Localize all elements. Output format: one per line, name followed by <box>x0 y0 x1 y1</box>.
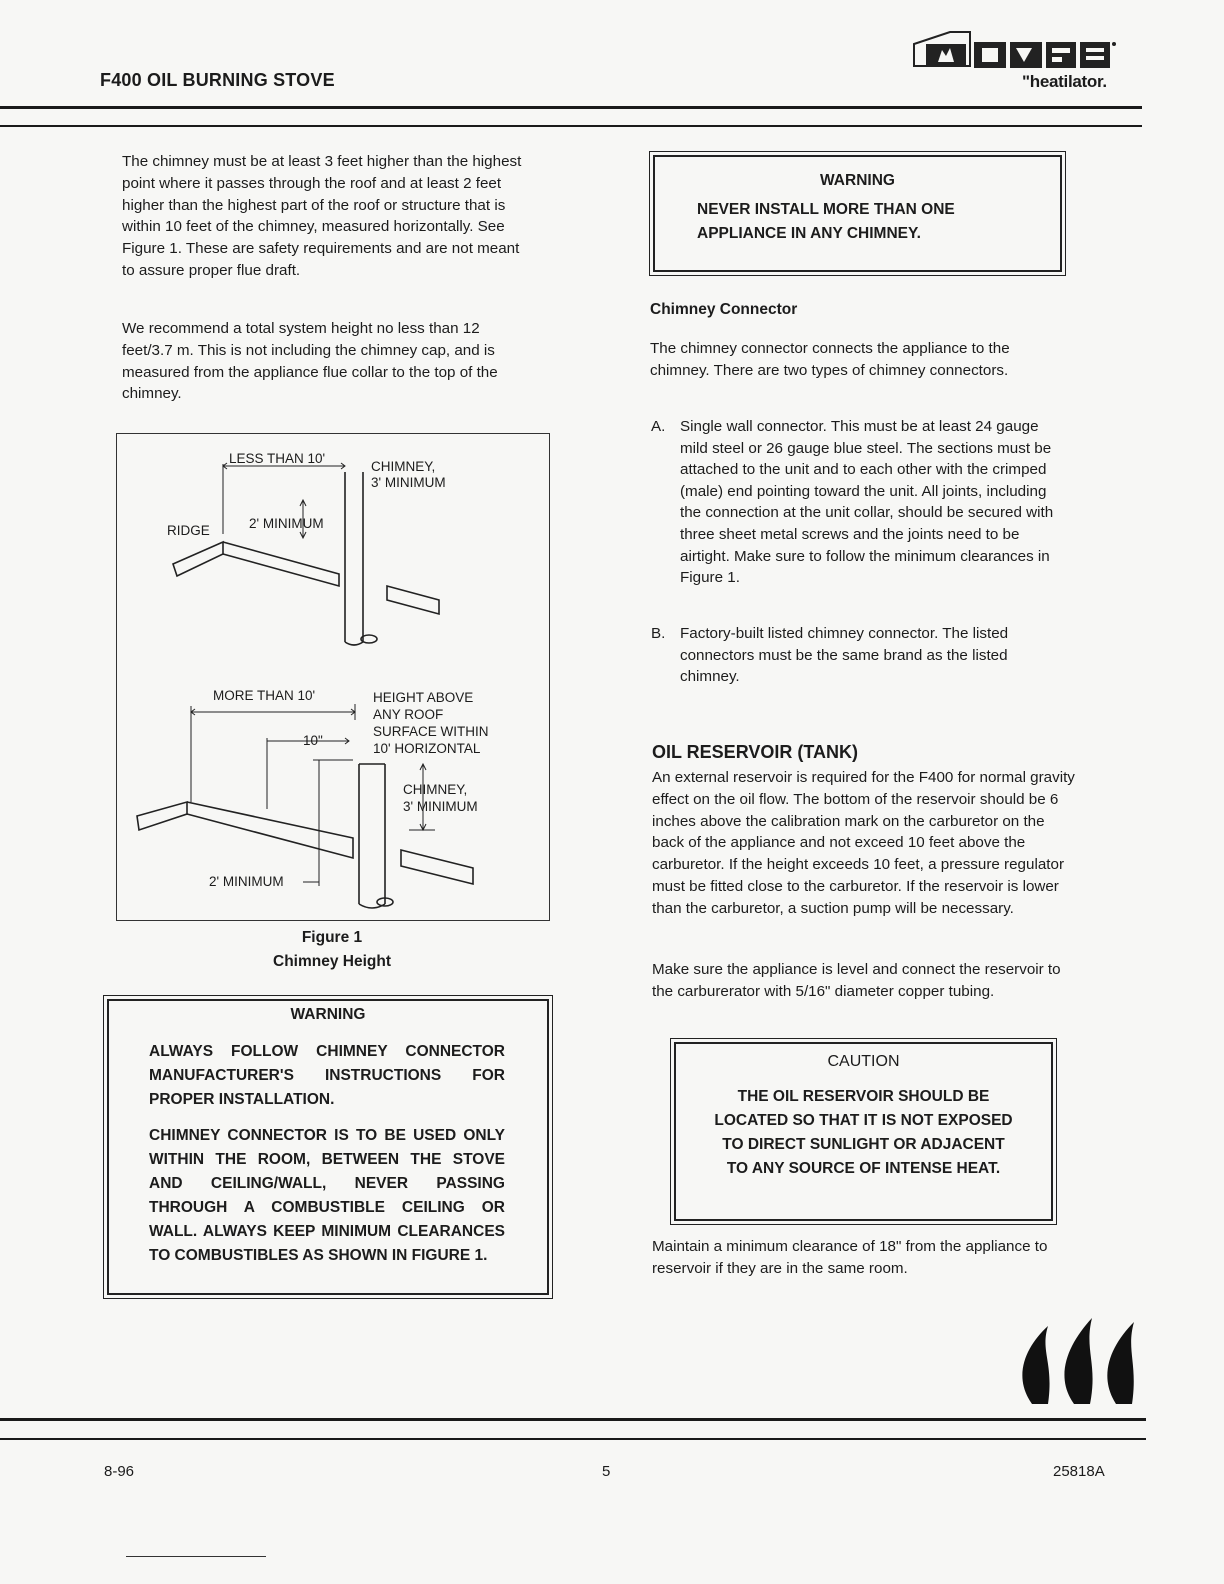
bottom-divider <box>126 1556 266 1557</box>
header-rule-bottom <box>0 125 1142 127</box>
chimney-height-diagram <box>117 434 549 920</box>
caution-title: CAUTION <box>827 1053 900 1070</box>
label-height-above-3: SURFACE WITHIN <box>373 724 489 739</box>
list-letter-a: A. <box>651 418 666 435</box>
label-2-minimum-bottom: 2' MINIMUM <box>209 874 284 889</box>
list-text-b: Factory-built listed chimney connector. The listed connectors must be the same brand as the listed chimney. <box>680 625 1009 686</box>
header-rule-top <box>0 106 1142 109</box>
label-more-than-10: MORE THAN 10' <box>213 688 316 703</box>
figure-1-chimney-height <box>116 433 550 921</box>
label-chimney-top-2: 3' MINIMUM <box>371 475 446 490</box>
footer-document-number: 25818A <box>1053 1463 1105 1480</box>
oil-reservoir-paragraph: An external reservoir is required for the F400 for normal gravity effect on the oil flow. The bottom of the reservoir should be 6 inches above the calibration mark on the carburetor on the back of the appliance and not exceed 10 feet above the carburetor. If the height exceeds 10 feet, a pressure regulator must be fitted close to the carburetor. If the reservoir is lower than the carburetor, a suction pump will be necessary. <box>652 769 1075 917</box>
footer-rule-bottom <box>0 1438 1146 1440</box>
figure-caption-title: Chimney Height <box>273 953 391 970</box>
figure-caption-number: Figure 1 <box>301 929 363 946</box>
warning-box-connector <box>107 999 549 1295</box>
label-height-above-4: 10' HORIZONTAL <box>373 741 481 756</box>
label-chimney-bottom-1: CHIMNEY, <box>403 782 468 797</box>
flames-graphic <box>1010 1306 1150 1406</box>
footer-date: 8-96 <box>104 1463 135 1480</box>
warning-title-right: WARNING <box>820 172 895 189</box>
chimney-connector-heading: Chimney Connector <box>650 301 798 318</box>
label-ridge: RIDGE <box>167 523 210 538</box>
footer-rule-top <box>0 1418 1146 1421</box>
warning-text-clearances: CHIMNEY CONNECTOR IS TO BE USED ONLY WITHIN THE ROOM, BETWEEN THE STOVE AND CEILING/WALL, NEVER PASSING THROUGH A COMBUSTIBLE CEILING OR WALL. ALWAYS KEEP MINIMUM CLEARANCES TO COMBUSTIBLES AS SHOWN IN FIGURE 1. <box>149 1127 505 1264</box>
warning-text-one-appliance: NEVER INSTALL MORE THAN ONE APPLIANCE IN ANY CHIMNEY. <box>697 201 955 242</box>
label-height-above-2: ANY ROOF <box>373 707 444 722</box>
chimney-connector-paragraph: The chimney connector connects the appliance to the chimney. There are two types of chimney connectors. <box>650 340 1010 379</box>
connector-list-item-b <box>651 623 1071 693</box>
label-height-above-1: HEIGHT ABOVE <box>373 690 474 705</box>
warning-title-left: WARNING <box>290 1006 366 1023</box>
oil-reservoir-heading: OIL RESERVOIR (TANK) <box>652 742 859 762</box>
oil-reservoir-connection-paragraph: Make sure the appliance is level and connect the reservoir to the carburerator with 5/16" diameter copper tubing. <box>652 961 1061 1000</box>
connector-list-item-a <box>651 416 1071 616</box>
label-chimney-bottom-2: 3' MINIMUM <box>403 799 478 814</box>
footer-page-number: 5 <box>602 1463 611 1480</box>
page-header-title: F400 OIL BURNING STOVE <box>100 70 335 90</box>
chimney-height-paragraph: The chimney must be at least 3 feet higher than the highest point where it passes through the roof and at least 2 feet higher than the highest part of the roof or structure that is within 10 feet of the chimney, measured horizontally. See Figure 1. These are safety requirements and are not meant to assure proper flue draft. <box>122 153 522 279</box>
label-less-than-10: LESS THAN 10' <box>229 451 326 466</box>
label-chimney-top-1: CHIMNEY, <box>371 459 436 474</box>
dovre-logo <box>912 22 1142 102</box>
list-text-a: Single wall connector. This must be at least 24 gauge mild steel or 26 gauge blue steel. The sections must be attached to the unit and to each other with the crimped (male) end pointing toward the unit. All joints, including the connection at the unit collar, should be secured with three sheet metal screws and the joints need to be airtight. Make sure to follow the minimum clearances in Figure 1. <box>680 418 1054 587</box>
clearance-paragraph: Maintain a minimum clearance of 18" from the appliance to reservoir if they are in the same room. <box>652 1238 1048 1277</box>
warning-box-one-appliance <box>653 155 1062 272</box>
label-10-inch: 10" <box>303 733 323 748</box>
caution-text: THE OIL RESERVOIR SHOULD BE LOCATED SO THAT IT IS NOT EXPOSED TO DIRECT SUNLIGHT OR ADJACENT TO ANY SOURCE OF INTENSE HEAT. <box>714 1088 1013 1177</box>
system-height-paragraph: We recommend a total system height no less than 12 feet/3.7 m. This is not including the chimney cap, and is measured from the appliance flue collar to the top of the chimney. <box>122 320 498 403</box>
caution-box-reservoir <box>674 1042 1053 1221</box>
flame-icon <box>1010 1306 1150 1406</box>
warning-text-instructions: ALWAYS FOLLOW CHIMNEY CONNECTOR MANUFACTURER'S INSTRUCTIONS FOR PROPER INSTALLATION. <box>149 1043 505 1108</box>
label-2-minimum-top: 2' MINIMUM <box>249 516 324 531</box>
list-letter-b: B. <box>651 625 666 642</box>
logo-tagline: "heatilator. <box>1022 72 1107 91</box>
